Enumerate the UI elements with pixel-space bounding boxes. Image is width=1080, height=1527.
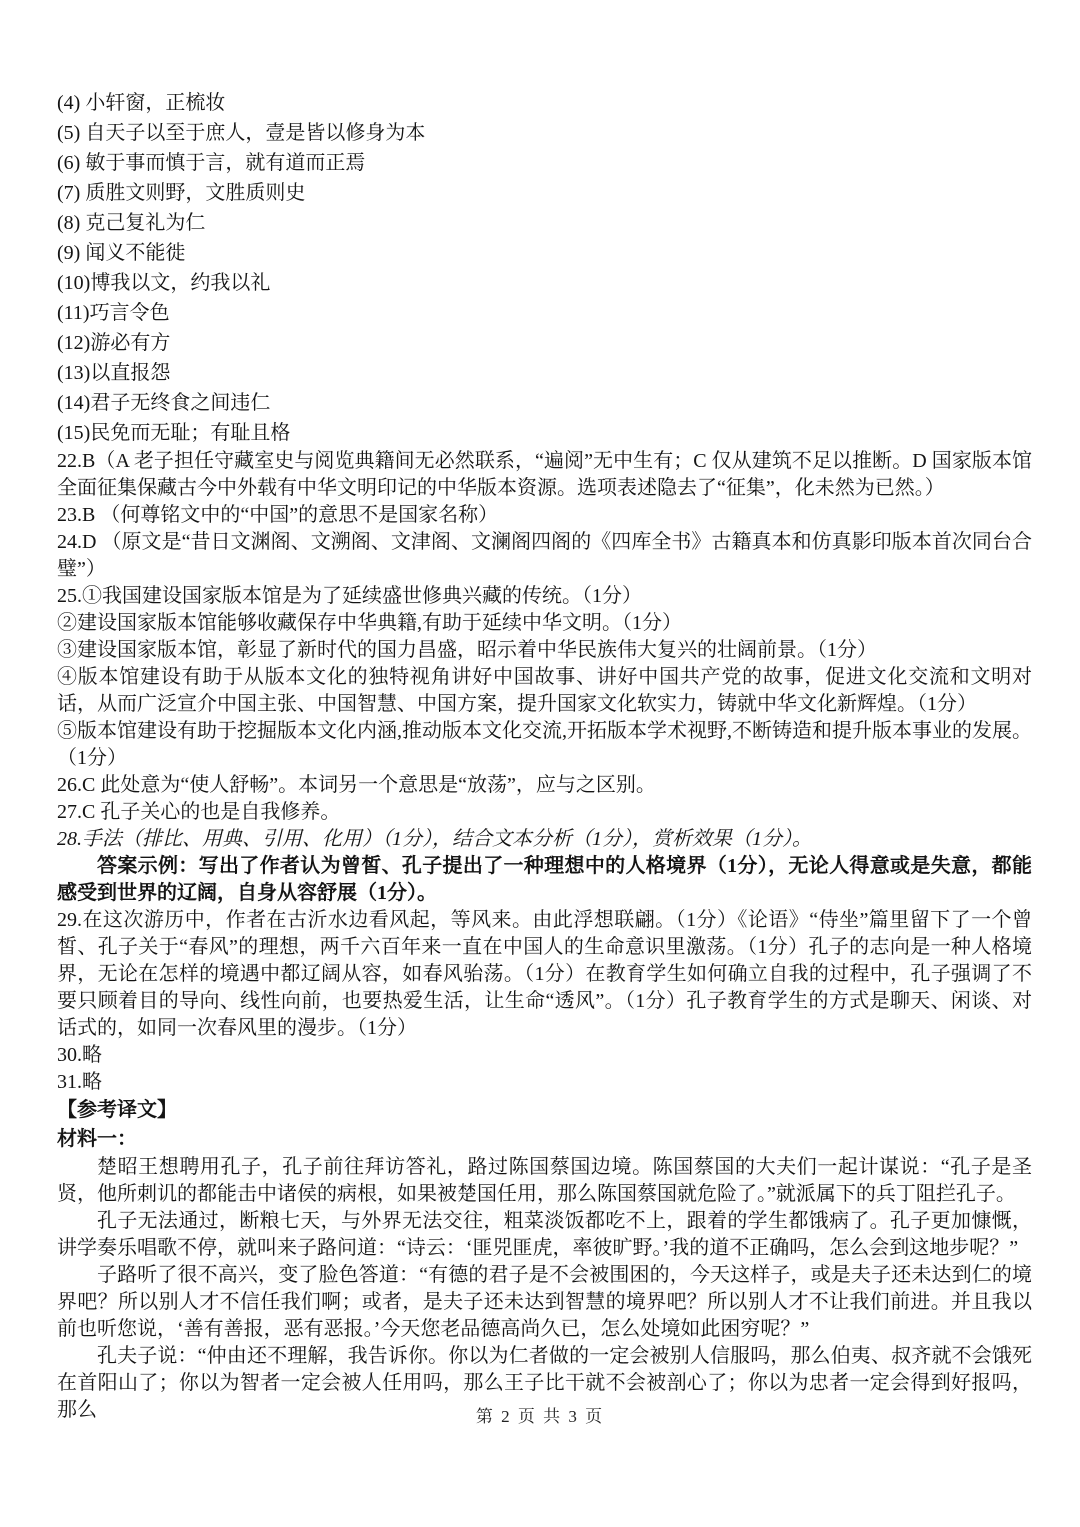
answer-28-scoring: 28.手法（排比、用典、引用、化用）（1分），结合文本分析（1分），赏析效果（1分）。: [57, 828, 812, 850]
quote-answer-line: (6) 敏于事而慎于言，就有道而正焉: [57, 152, 366, 174]
answer-26: 26.C 此处意为“使人舒畅”。本词另一个意思是“放荡”，应与之区别。: [57, 774, 656, 796]
answer-25-point-4: ④版本馆建设有助于从版本文化的独特视角讲好中国故事、讲好中国共产党的故事，促进文化交流和文明对话，从而广泛宣介中国主张、中国智慧、中国方案，提升国家文化软实力，铸就中华文化新辉煌。（1分）: [57, 666, 1032, 715]
quote-answer-line: (12)游必有方: [57, 332, 171, 354]
quote-answer-line: (9) 闻义不能徙: [57, 242, 186, 264]
quote-answer-line: (13)以直报怨: [57, 362, 171, 384]
page-number-footer: 第 2 页 共 3 页: [475, 1407, 605, 1426]
translation-paragraph: 子路听了很不高兴，变了脸色答道：“有德的君子是不会被围困的，今天这样子，或是夫子还未达到仁的境界吧？所以别人才不信任我们啊；或者，是夫子还未达到智慧的境界吧？所以别人才不让我们前进。并且我以前也听您说，‘善有善报，恶有恶报。’今天您老品德高尚久已，怎么处境如此困穷呢？”: [57, 1264, 1032, 1340]
quote-answer-line: (11)巧言令色: [57, 302, 170, 324]
quote-answer-line: (5) 自天子以至于庶人，壹是皆以修身为本: [57, 122, 426, 144]
answer-24: 24.D （原文是“昔日文渊阁、文溯阁、文津阁、文澜阁四阁的《四库全书》古籍真本和仿真影印版本首次同台合璧”）: [57, 531, 1032, 580]
quote-answer-line: (7) 质胜文则野，文胜质则史: [57, 182, 306, 204]
answer-29: 29.在这次游历中，作者在古沂水边看风起，等风来。由此浮想联翩。（1分）《论语》“侍坐”篇里留下了一个曾皙、孔子关于“春风”的理想，两千六百年来一直在中国人的生命意识里激荡。（1分）孔子的志向是一种人格境界，无论在怎样的境遇中都辽阔从容，如春风骀荡。（1分）在教育学生如何确立自我的过程中，孔子强调了不要只顾着目的导向、线性向前，也要热爱生活，让生命“透风”。（1分）孔子教育学生的方式是聊天、闲谈、对话式的，如同一次春风里的漫步。（1分）: [57, 909, 1032, 1039]
answer-31: 31.略: [57, 1071, 102, 1093]
answer-30: 30.略: [57, 1044, 102, 1066]
quote-answer-line: (15)民免而无耻；有耻且格: [57, 422, 291, 444]
quote-answer-line: (8) 克己复礼为仁: [57, 212, 206, 234]
quote-answer-line: (4) 小轩窗，正梳妆: [57, 92, 226, 114]
translation-paragraph: 孔夫子说：“仲由还不理解，我告诉你。你以为仁者做的一定会被别人信服吗，那么伯夷、叔齐就不会饿死在首阳山了；你以为智者一定会被人任用吗，那么王子比干就不会被剖心了；你以为忠者一定会得到好报吗，那么: [57, 1345, 1032, 1421]
answer-27: 27.C 孔子关心的也是自我修养。: [57, 801, 341, 823]
answer-22: 22.B（A 老子担任守藏室史与阅览典籍间无必然联系，“遍阅”无中生有；C 仅从建筑不足以推断。D 国家版本馆全面征集保藏古今中外载有中华文明印记的中华版本资源。选项表述隐去了“征集”，化未然为已然。）: [57, 450, 1032, 499]
quote-answer-line: (14)君子无终食之间违仁: [57, 392, 271, 414]
answer-28-example: 答案示例：写出了作者认为曾皙、孔子提出了一种理想中的人格境界（1分），无论人得意或是失意，都能感受到世界的辽阔，自身从容舒展（1分）。: [57, 855, 1032, 904]
material-one-label: 材料一：: [57, 1128, 137, 1150]
answer-25-point-5: ⑤版本馆建设有助于挖掘版本文化内涵,推动版本文化交流,开拓版本学术视野,不断铸造和提升版本事业的发展。（1分）: [57, 720, 1032, 769]
answer-25-point-2: ②建设国家版本馆能够收藏保存中华典籍,有助于延续中华文明。（1分）: [57, 612, 682, 634]
answer-25-point-3: ③建设国家版本馆，彰显了新时代的国力昌盛，昭示着中华民族伟大复兴的壮阔前景。（1分）: [57, 639, 877, 661]
quote-answer-line: (10)博我以文，约我以礼: [57, 272, 271, 294]
translation-paragraph: 楚昭王想聘用孔子，孔子前往拜访答礼，路过陈国蔡国边境。陈国蔡国的大夫们一起计谋说：“孔子是圣贤，他所刺讥的都能击中诸侯的病根，如果被楚国任用，那么陈国蔡国就危险了。”就派属下的兵丁阻拦孔子。: [57, 1156, 1032, 1205]
reference-translation-title: 【参考译文】: [57, 1099, 177, 1121]
page-content: [57, 88, 1032, 1424]
translation-paragraph: 孔子无法通过，断粮七天，与外界无法交往，粗菜淡饭都吃不上，跟着的学生都饿病了。孔子更加慷慨，讲学奏乐唱歌不停，就叫来子路问道：“诗云：‘匪兕匪虎，率彼旷野。’我的道不正确吗，怎么会到这地步呢？”: [57, 1210, 1032, 1259]
answer-23: 23.B （何尊铭文中的“中国”的意思不是国家名称）: [57, 504, 499, 526]
answer-25-point-1: 25.①我国建设国家版本馆是为了延续盛世修典兴藏的传统。（1分）: [57, 585, 642, 607]
